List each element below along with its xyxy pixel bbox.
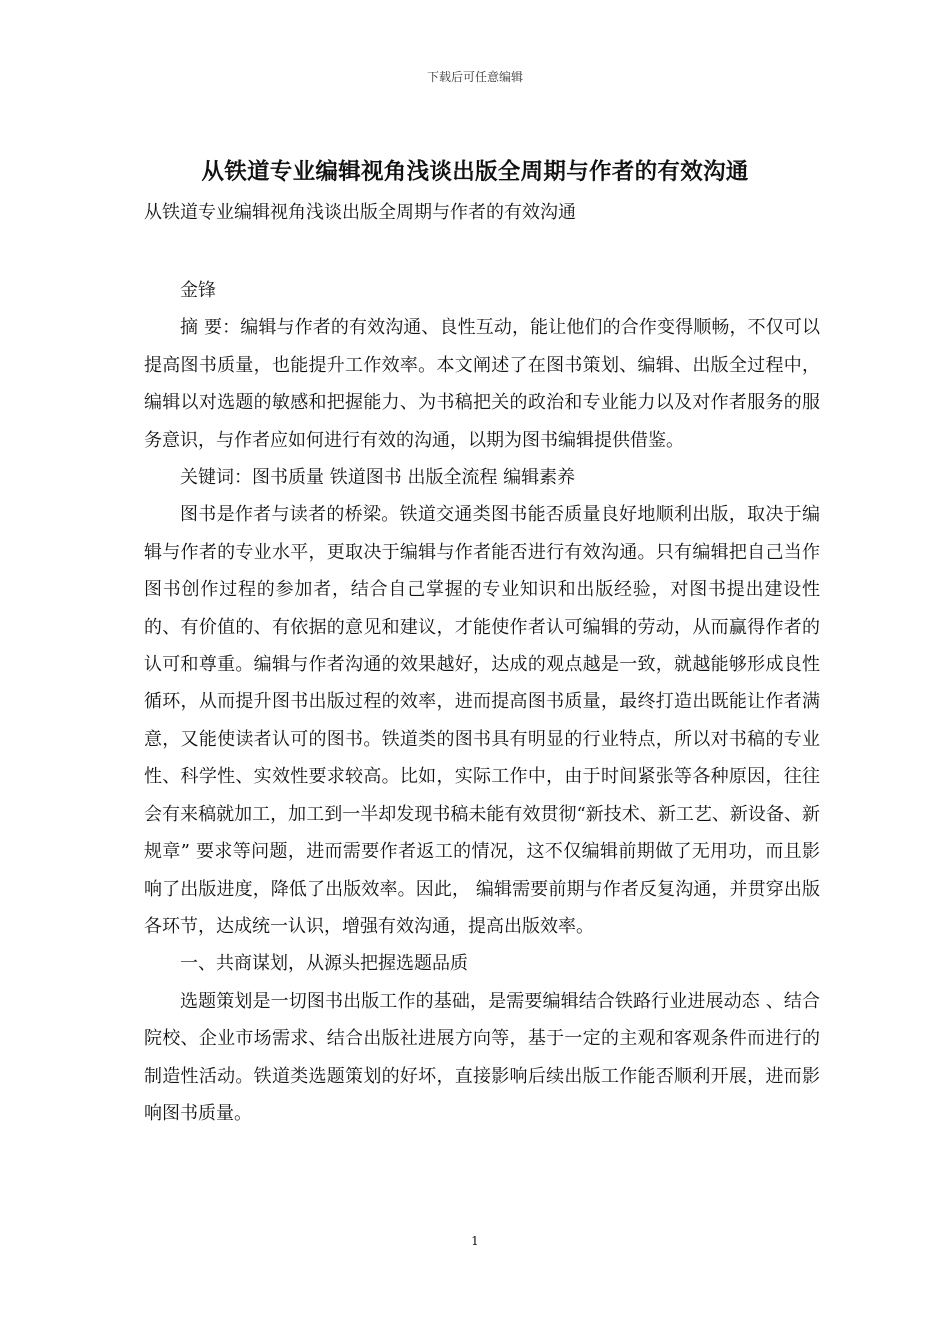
document-subtitle: 从铁道专业编辑视角浅谈出版全周期与作者的有效沟通 <box>144 202 576 223</box>
document-body <box>144 272 820 1132</box>
document-title: 从铁道专业编辑视角浅谈出版全周期与作者的有效沟通 <box>201 159 749 185</box>
author-line: 金锋 <box>180 280 216 301</box>
section-heading: 一、共商谋划，从源头把握选题品质 <box>180 953 468 975</box>
abstract-paragraph: 摘 要：编辑与作者的有效沟通、良性互动，能让他们的合作变得顺畅，不仅可以提高图书质量，也能提升工作效率。本文阐述了在图书策划、编辑、出版全过程中，编辑以对选题的敏感和把握能力、为书稿把关的政治和专业能力以及对作者服务的服务意识，与作者应如何进行有效的沟通，以期为图书编辑提供借鉴。 <box>144 317 820 451</box>
intro-paragraph: 图书是作者与读者的桥梁。铁道交通类图书能否质量良好地顺利出版，取决于编辑与作者的专业水平，更取决于编辑与作者能否进行有效沟通。只有编辑把自己当作图书创作过程的参加者，结合自己掌握的专业知识和出版经验，对图书提出建设性的、有价值的、有依据的意见和建议，才能使作者认可编辑的劳动，从而赢得作者的认可和尊重。编辑与作者沟通的效果越好，达成的观点越是一致，就越能够形成良性循环，从而提升图书出版过程的效率，进而提高图书质量，最终打造出既能让作者满意，又能使读者认可的图书。铁道类的图书具有明显的行业特点，所以对书稿的专业性、科学性、实效性要求较高。比如，实际工作中，由于时间紧张等各种原因，往往会有来稿就加工，加工到一半却发现书稿未能有效贯彻“新技术、新工艺、新设备、新规章” 要求等问题，进而需要作者返工的情况，这不仅编辑前期做了无用功，而且影响了出版进度，降低了出版效率。因此， 编辑需要前期与作者反复沟通，并贯穿出版各环节，达成统一认识，增强有效沟通，提高出版效率。 <box>144 504 820 937</box>
header-note: 下载后可任意编辑 <box>426 70 523 84</box>
section-paragraph: 选题策划是一切图书出版工作的基础，是需要编辑结合铁路行业进展动态 、结合院校、企业市场需求、结合出版社进展方向等，基于一定的主观和客观条件而进行的制造性活动。铁道类选题策划的好坏，直接影响后续出版工作能否顺利开展，进而影响图书质量。 <box>144 990 820 1124</box>
page-number: 1 <box>471 1234 479 1248</box>
keywords-line: 关键词：图书质量 铁道图书 出版全流程 编辑素养 <box>180 467 576 489</box>
